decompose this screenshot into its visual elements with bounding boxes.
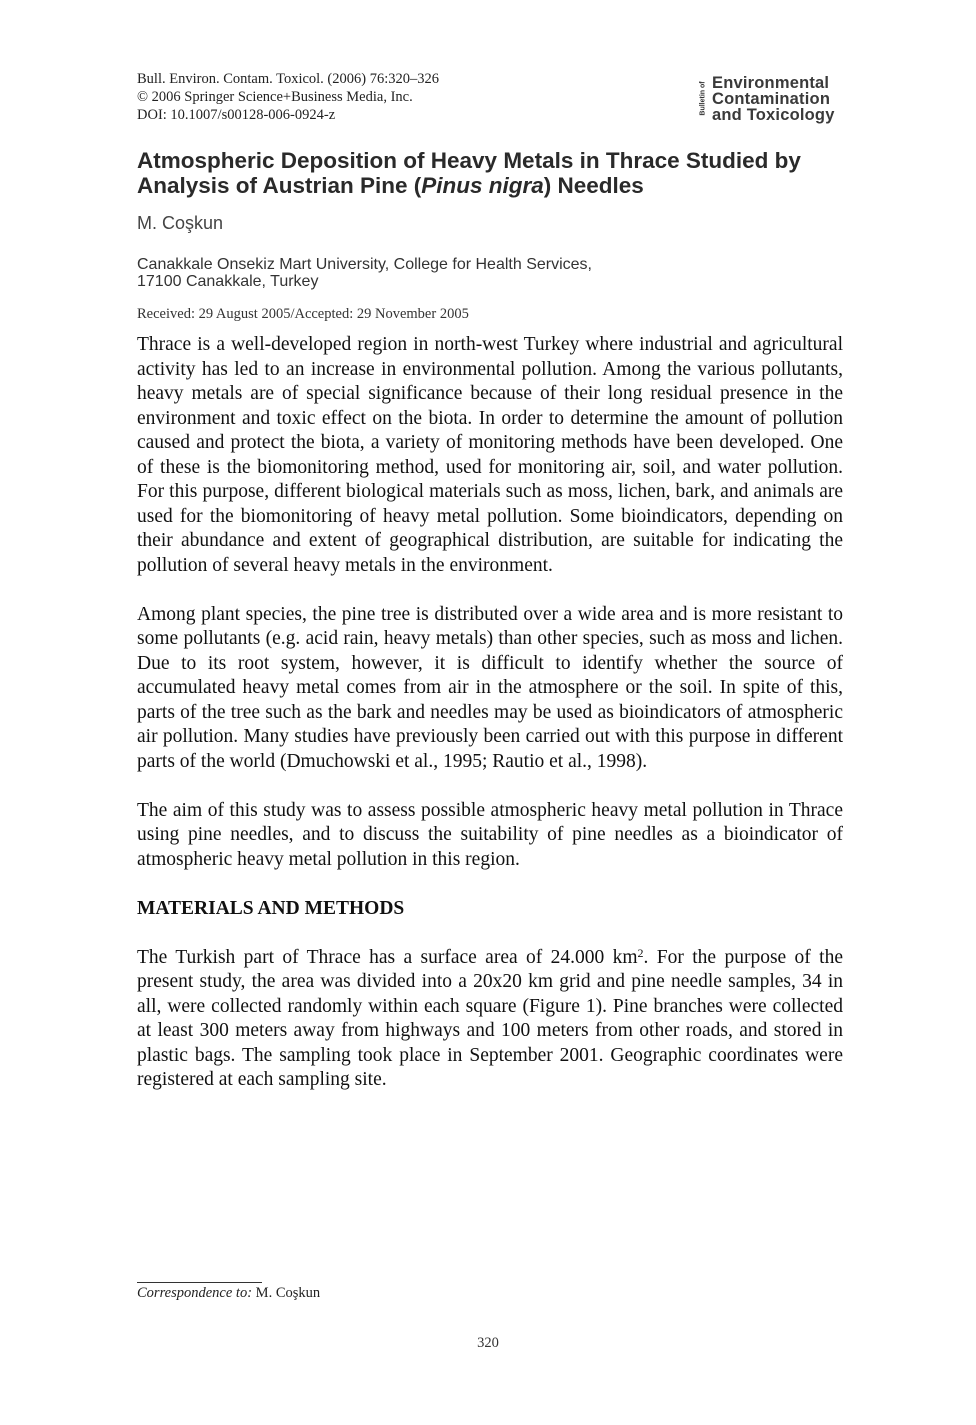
journal-logo-side: [699, 77, 711, 123]
citation-line-doi: DOI: 10.1007/s00128-006-0924-z: [137, 107, 336, 123]
article-title: [137, 148, 867, 198]
citation-line-journal: Bull. Environ. Contam. Toxicol. (2006) 76:320–326: [137, 71, 439, 87]
correspondence-name: M. Coşkun: [252, 1285, 321, 1301]
correspondence-label: Correspondence to:: [137, 1285, 253, 1301]
paragraph4-part2: . For the purpose of the present study, the area was divided into a 20x20 km grid and pine needle samples, 34 in all, were collected randomly within each square (Figure 1). Pine branches were collected at least 300 meters away from highways and 100 meters from other roads, and stored in plastic bags. The sampling took place in September 2001. Geographic coordinates were registered at each sampling site.: [137, 946, 843, 1090]
journal-logo-line2: Contamination: [712, 90, 831, 108]
affiliation-line2: 17100 Canakkale, Turkey: [137, 273, 319, 290]
citation-block: [137, 70, 439, 124]
body-paragraph-4: [137, 946, 843, 1093]
affiliation-line1: Canakkale Onsekiz Mart University, College for Health Services,: [137, 256, 592, 273]
journal-logo: [699, 74, 862, 127]
affiliation: [137, 256, 592, 290]
title-part1: Atmospheric Deposition of Heavy Metals in Thrace Studied by Analysis of Austrian Pine (: [137, 148, 801, 198]
body-paragraph-3: The aim of this study was to assess possible atmospheric heavy metal pollution in Thrace using pine needles, and to discuss the suitability of pine needles as a bioindicator of atmospheric heavy metal pollution in this region.: [137, 799, 843, 870]
page-number: 320: [477, 1335, 499, 1351]
article-body: [137, 333, 843, 1117]
title-part2: ) Needles: [543, 173, 644, 198]
citation-line-copyright: © 2006 Springer Science+Business Media, Inc.: [137, 89, 413, 105]
footnote-divider: [137, 1282, 262, 1283]
paragraph4-part1: The Turkish part of Thrace has a surface area of 24.000 km: [137, 946, 638, 968]
body-paragraph-1: Thrace is a well-developed region in north-west Turkey where industrial and agricultural activity has led to an increase in environmental pollution. Among the various pollutants, heavy metals are of special significance because of their long residual presence in the environment and toxic effect on the biota. In order to determine the amount of pollution caused and protect the biota, a variety of monitoring methods have been developed. One of these is the biomonitoring method, used for monitoring air, soil, and water pollution. For this purpose, different biological materials such as moss, lichen, bark, and animals are used for the biomonitoring of heavy metal pollution. Some bioindicators, depending on their abundance and extent of geographical distribution, are suitable for indicating the pollution of several heavy metals in the environment.: [137, 334, 843, 576]
received-dates: Received: 29 August 2005/Accepted: 29 November 2005: [137, 306, 469, 322]
journal-logo-line1: Environmental: [712, 74, 830, 92]
journal-logo-words: [712, 75, 835, 123]
title-species: Pinus nigra: [421, 173, 544, 198]
journal-logo-side-text: Bulletin of: [699, 81, 707, 116]
journal-logo-line3: and Toxicology: [712, 106, 835, 124]
author-name: M. Coşkun: [137, 213, 224, 233]
area-superscript: 2: [637, 945, 644, 960]
body-paragraph-2: Among plant species, the pine tree is distributed over a wide area and is more resistant to some pollutants (e.g. acid rain, heavy metals) than other species, such as moss and lichen. Due to its root system, however, it is difficult to identify whether the source of accumulated heavy metal comes from air in the atmosphere or the soil. In spite of this, parts of the tree such as the bark and needles may be used as bioindicators of atmospheric air pollution. Many studies have previously been carried out with this purpose in different parts of the world (Dmuchowski et al., 1995; Rautio et al., 1998).: [137, 603, 843, 772]
correspondence-footnote: [137, 1285, 320, 1302]
section-heading: MATERIALS AND METHODS: [137, 897, 405, 919]
